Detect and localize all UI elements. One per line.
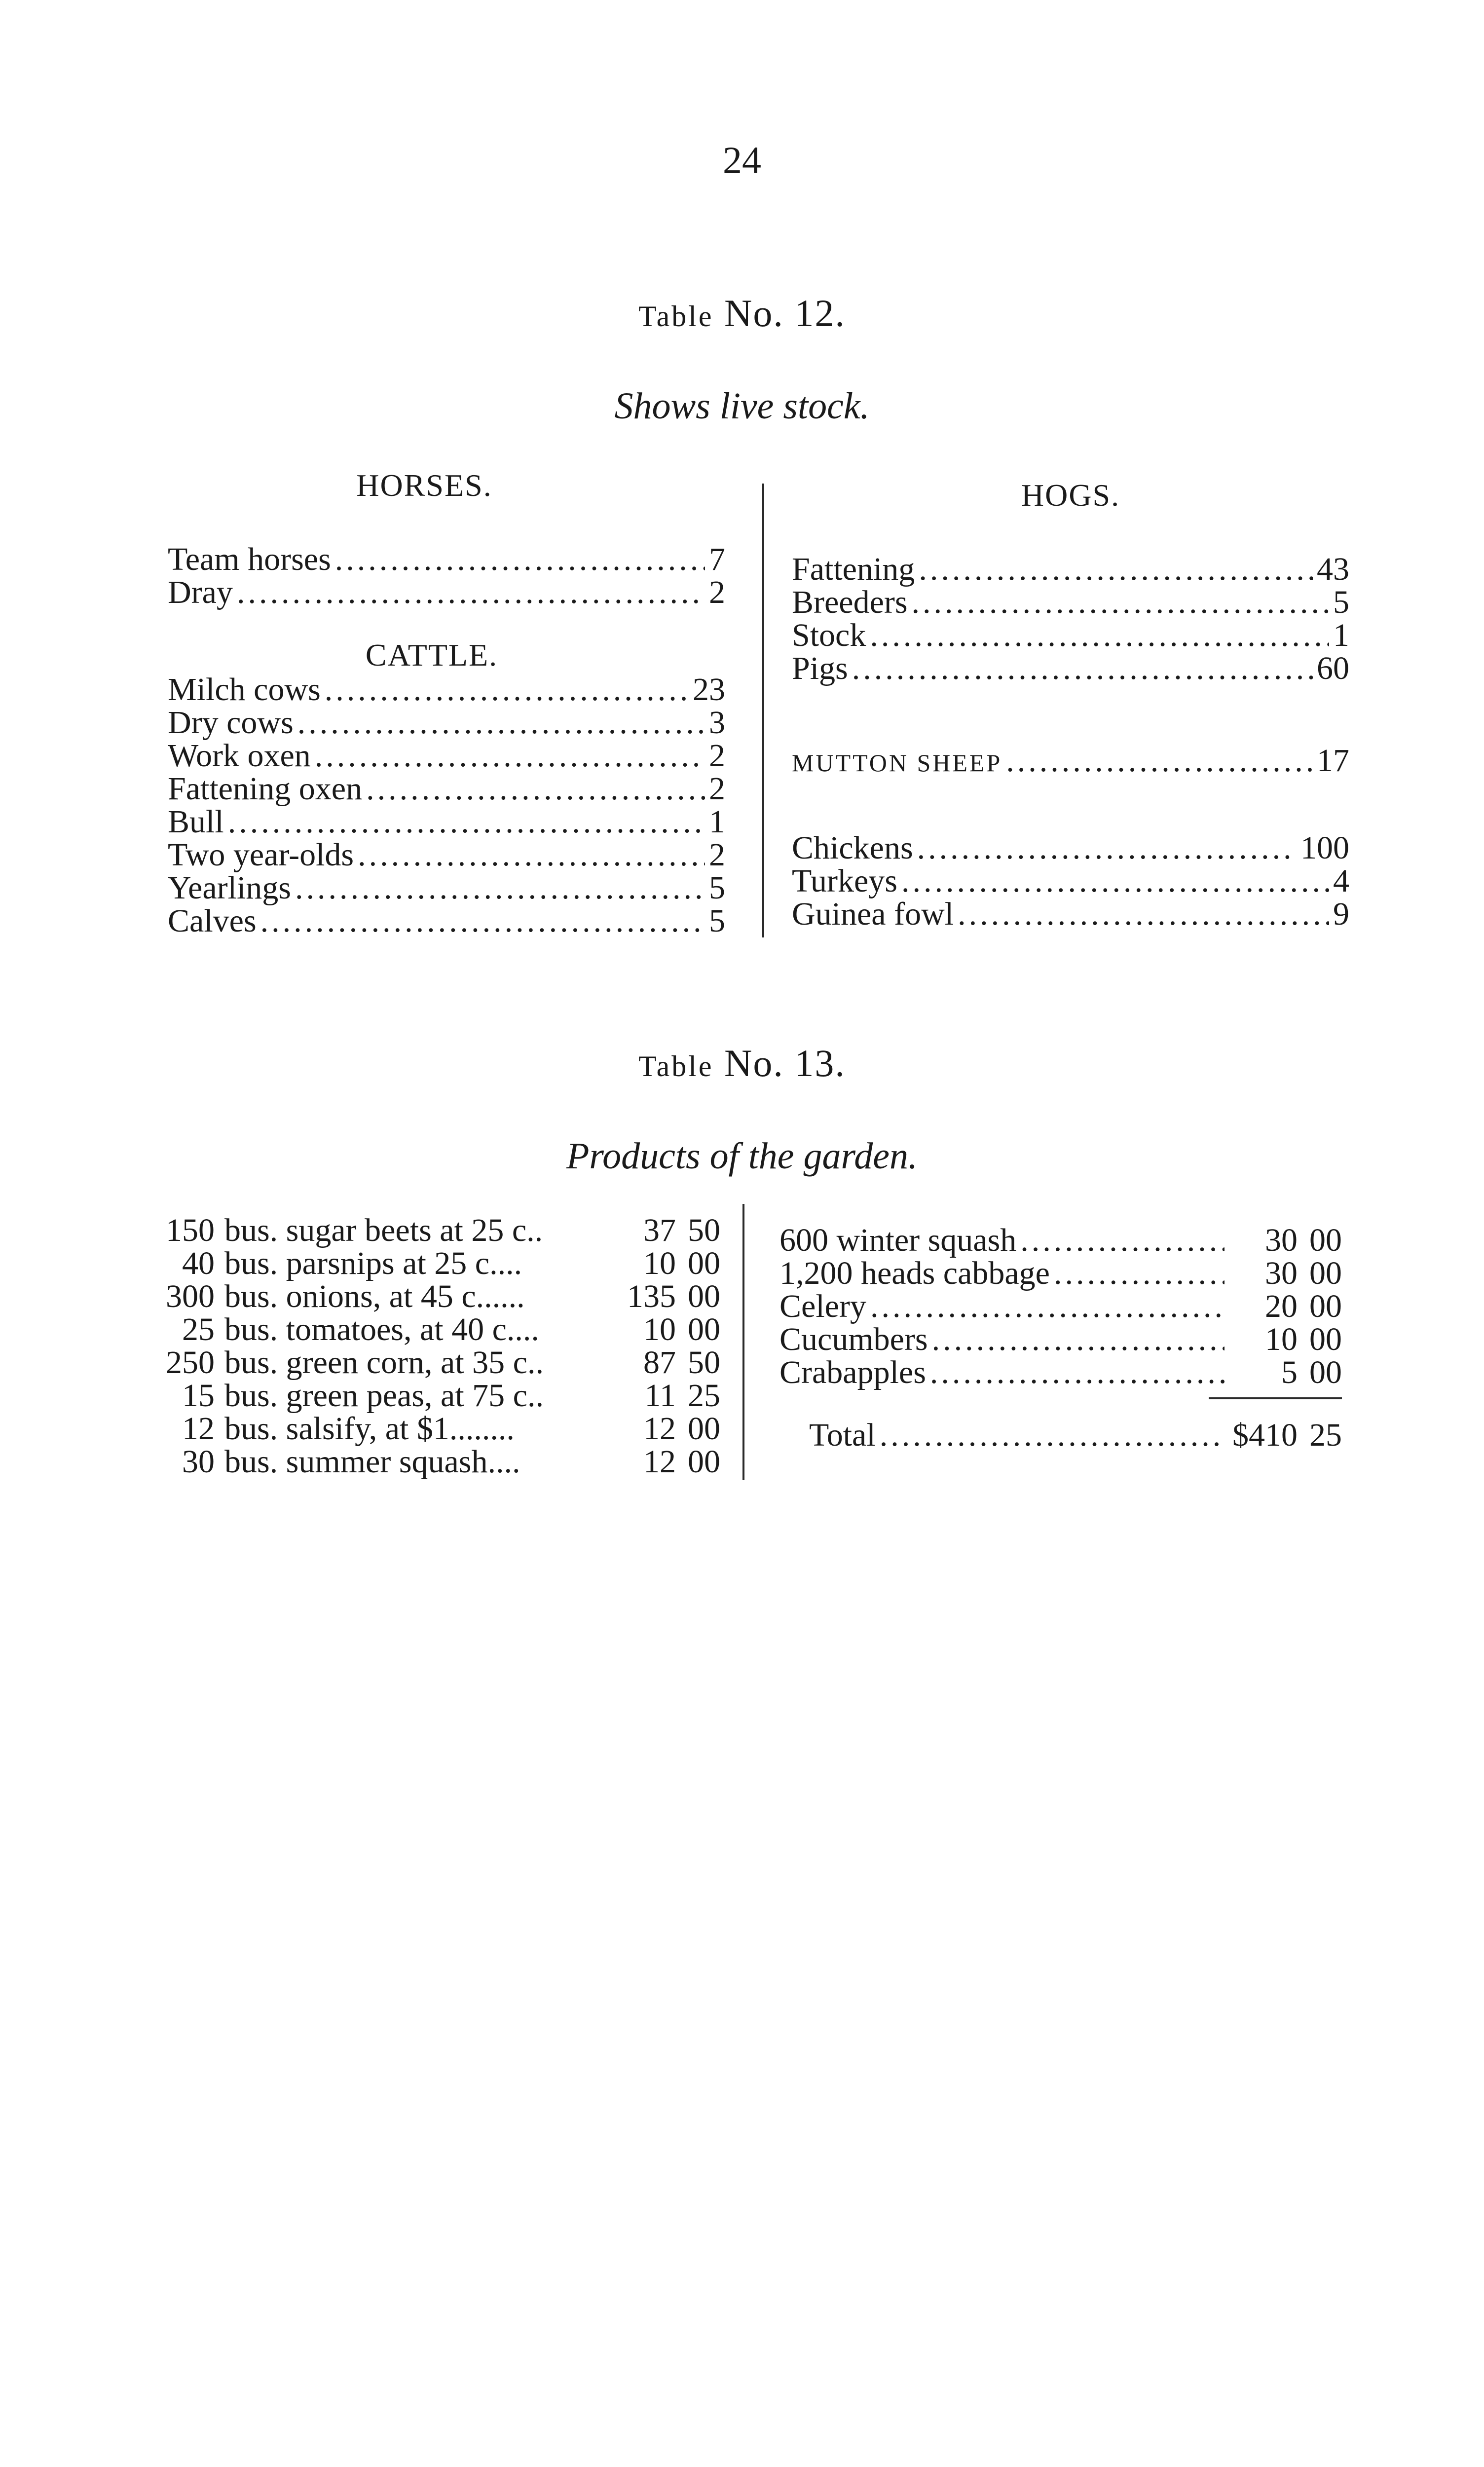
dollars: 12	[643, 1444, 676, 1480]
cattle-row	[168, 739, 725, 772]
quantity: 25	[182, 1311, 215, 1347]
mutton-sheep-value: 17	[1317, 743, 1349, 779]
cattle-row	[168, 904, 725, 937]
cents: 00	[1309, 1321, 1342, 1357]
dollars: 37	[643, 1212, 676, 1248]
cents: 00	[688, 1278, 720, 1314]
garden-product-row	[158, 1379, 720, 1412]
description: bus. summer squash....	[224, 1444, 520, 1480]
row-label: Team horses	[168, 541, 331, 577]
garden-product-row	[779, 1323, 1342, 1356]
row-value: 2	[709, 738, 725, 774]
table-12-title	[0, 291, 1484, 336]
garden-product-row	[779, 1356, 1342, 1389]
row-label: Guinea fowl	[792, 896, 954, 932]
cents: 00	[688, 1411, 720, 1447]
table-12-title-number: No. 12.	[724, 292, 846, 335]
row-value: 1	[709, 804, 725, 840]
horses-list	[168, 543, 725, 609]
garden-product-row	[779, 1257, 1342, 1290]
row-value: 1	[1333, 617, 1349, 653]
row-value: 2	[709, 771, 725, 807]
row-value: 5	[709, 903, 725, 939]
horses-heading: HORSES.	[356, 468, 492, 503]
hogs-list	[792, 553, 1349, 685]
garden-product-row	[158, 1214, 720, 1247]
description: Celery	[779, 1288, 866, 1324]
dollars: 20	[1265, 1288, 1298, 1324]
poultry-list	[792, 831, 1349, 931]
garden-product-row	[158, 1313, 720, 1346]
cattle-row	[168, 805, 725, 838]
total-row	[779, 1419, 1342, 1452]
table-12-divider	[762, 484, 764, 937]
cattle-heading: CATTLE.	[365, 637, 498, 673]
garden-product-row	[158, 1346, 720, 1379]
cattle-row	[168, 706, 725, 739]
row-value: 60	[1317, 650, 1349, 686]
dollars: 30	[1265, 1222, 1298, 1258]
poultry-row	[792, 831, 1349, 864]
hog-row	[792, 553, 1349, 586]
table-13-title	[0, 1041, 1484, 1085]
row-label: Chickens	[792, 830, 913, 866]
row-label: Fattening	[792, 551, 915, 587]
total-rule	[1209, 1397, 1342, 1399]
description: 600 winter squash	[779, 1222, 1017, 1258]
description: bus. parsnips at 25 c....	[224, 1245, 522, 1281]
cents: 00	[1309, 1354, 1342, 1390]
cents: 00	[688, 1245, 720, 1281]
horse-row	[168, 576, 725, 609]
garden-product-row	[779, 1224, 1342, 1257]
row-value: 43	[1317, 551, 1349, 587]
hog-row	[792, 586, 1349, 619]
row-label: Two year-olds	[168, 837, 354, 873]
row-value: 5	[709, 870, 725, 906]
cattle-row	[168, 871, 725, 904]
description: bus. onions, at 45 c......	[224, 1278, 525, 1314]
row-value: 4	[1333, 863, 1349, 899]
row-value: 23	[693, 672, 725, 708]
cents: 50	[688, 1212, 720, 1248]
dollars: 5	[1281, 1354, 1298, 1390]
livestock-left-column	[168, 469, 725, 937]
quantity: 250	[166, 1345, 215, 1381]
row-label: Breeders	[792, 584, 908, 620]
row-label: Stock	[792, 617, 866, 653]
garden-product-row	[158, 1280, 720, 1313]
table-12-title-prefix: Table	[638, 300, 714, 333]
poultry-row	[792, 897, 1349, 931]
quantity: 300	[166, 1278, 215, 1314]
description: bus. tomatoes, at 40 c....	[224, 1311, 539, 1347]
hog-row	[792, 619, 1349, 652]
table-13-divider	[742, 1204, 744, 1480]
cents: 00	[1309, 1222, 1342, 1258]
dollars: 135	[627, 1278, 676, 1314]
row-value: 2	[709, 574, 725, 610]
hogs-heading: HOGS.	[1021, 478, 1120, 513]
dollars: 10	[643, 1311, 676, 1347]
row-value: 3	[709, 705, 725, 741]
row-label: Dry cows	[168, 705, 294, 741]
row-label: Dray	[168, 574, 233, 610]
garden-product-row	[158, 1247, 720, 1280]
hog-row	[792, 652, 1349, 685]
dollars: 10	[1265, 1321, 1298, 1357]
livestock-right-column	[792, 479, 1349, 931]
row-label: Calves	[168, 903, 257, 939]
dollars: 11	[644, 1378, 676, 1414]
garden-product-row	[158, 1412, 720, 1445]
dollars: 12	[643, 1411, 676, 1447]
cattle-row	[168, 838, 725, 871]
quantity: 12	[182, 1411, 215, 1447]
row-label: Work oxen	[168, 738, 311, 774]
total-label: Total	[809, 1417, 876, 1453]
garden-left-column	[158, 1214, 720, 1478]
total-cents: 25	[1309, 1417, 1342, 1453]
description: Crabapples	[779, 1354, 926, 1390]
description: Cucumbers	[779, 1321, 928, 1357]
dollars: 30	[1265, 1255, 1298, 1291]
row-value: 9	[1333, 896, 1349, 932]
garden-product-row	[779, 1290, 1342, 1323]
description: bus. green corn, at 35 c..	[224, 1345, 544, 1381]
garden-product-row	[158, 1445, 720, 1478]
mutton-sheep-label: MUTTON SHEEP	[792, 749, 1002, 777]
row-label: Bull	[168, 804, 224, 840]
dollars: 87	[643, 1345, 676, 1381]
poultry-row	[792, 864, 1349, 897]
quantity: 30	[182, 1444, 215, 1480]
cents: 00	[688, 1444, 720, 1480]
row-label: Pigs	[792, 650, 848, 686]
row-value: 7	[709, 541, 725, 577]
description: bus. salsify, at $1........	[224, 1411, 515, 1447]
cents: 25	[688, 1378, 720, 1414]
row-label: Turkeys	[792, 863, 897, 899]
mutton-sheep-row	[792, 744, 1349, 777]
garden-right-column	[779, 1224, 1342, 1452]
cents: 50	[688, 1345, 720, 1381]
cents: 00	[1309, 1255, 1342, 1291]
row-value: 5	[1333, 584, 1349, 620]
cents: 00	[1309, 1288, 1342, 1324]
dollars: 10	[643, 1245, 676, 1281]
quantity: 40	[182, 1245, 215, 1281]
description: bus. green peas, at 75 c..	[224, 1378, 544, 1414]
row-label: Yearlings	[168, 870, 291, 906]
row-value: 2	[709, 837, 725, 873]
row-label: Milch cows	[168, 672, 321, 708]
cattle-list	[168, 673, 725, 937]
table-13-title-prefix: Table	[638, 1050, 714, 1083]
horse-row	[168, 543, 725, 576]
description: 1,200 heads cabbage	[779, 1255, 1050, 1291]
cattle-row	[168, 673, 725, 706]
table-13-title-number: No. 13.	[724, 1042, 846, 1084]
cents: 00	[688, 1311, 720, 1347]
description: bus. sugar beets at 25 c..	[224, 1212, 543, 1248]
quantity: 150	[166, 1212, 215, 1248]
row-label: Fattening oxen	[168, 771, 363, 807]
quantity: 15	[182, 1378, 215, 1414]
table-13-subtitle: Products of the garden.	[566, 1135, 918, 1177]
table-12-subtitle: Shows live stock.	[614, 385, 870, 427]
total-dollars: $410	[1232, 1417, 1298, 1453]
cattle-row	[168, 772, 725, 805]
row-value: 100	[1300, 830, 1349, 866]
page-number: 24	[723, 139, 761, 182]
